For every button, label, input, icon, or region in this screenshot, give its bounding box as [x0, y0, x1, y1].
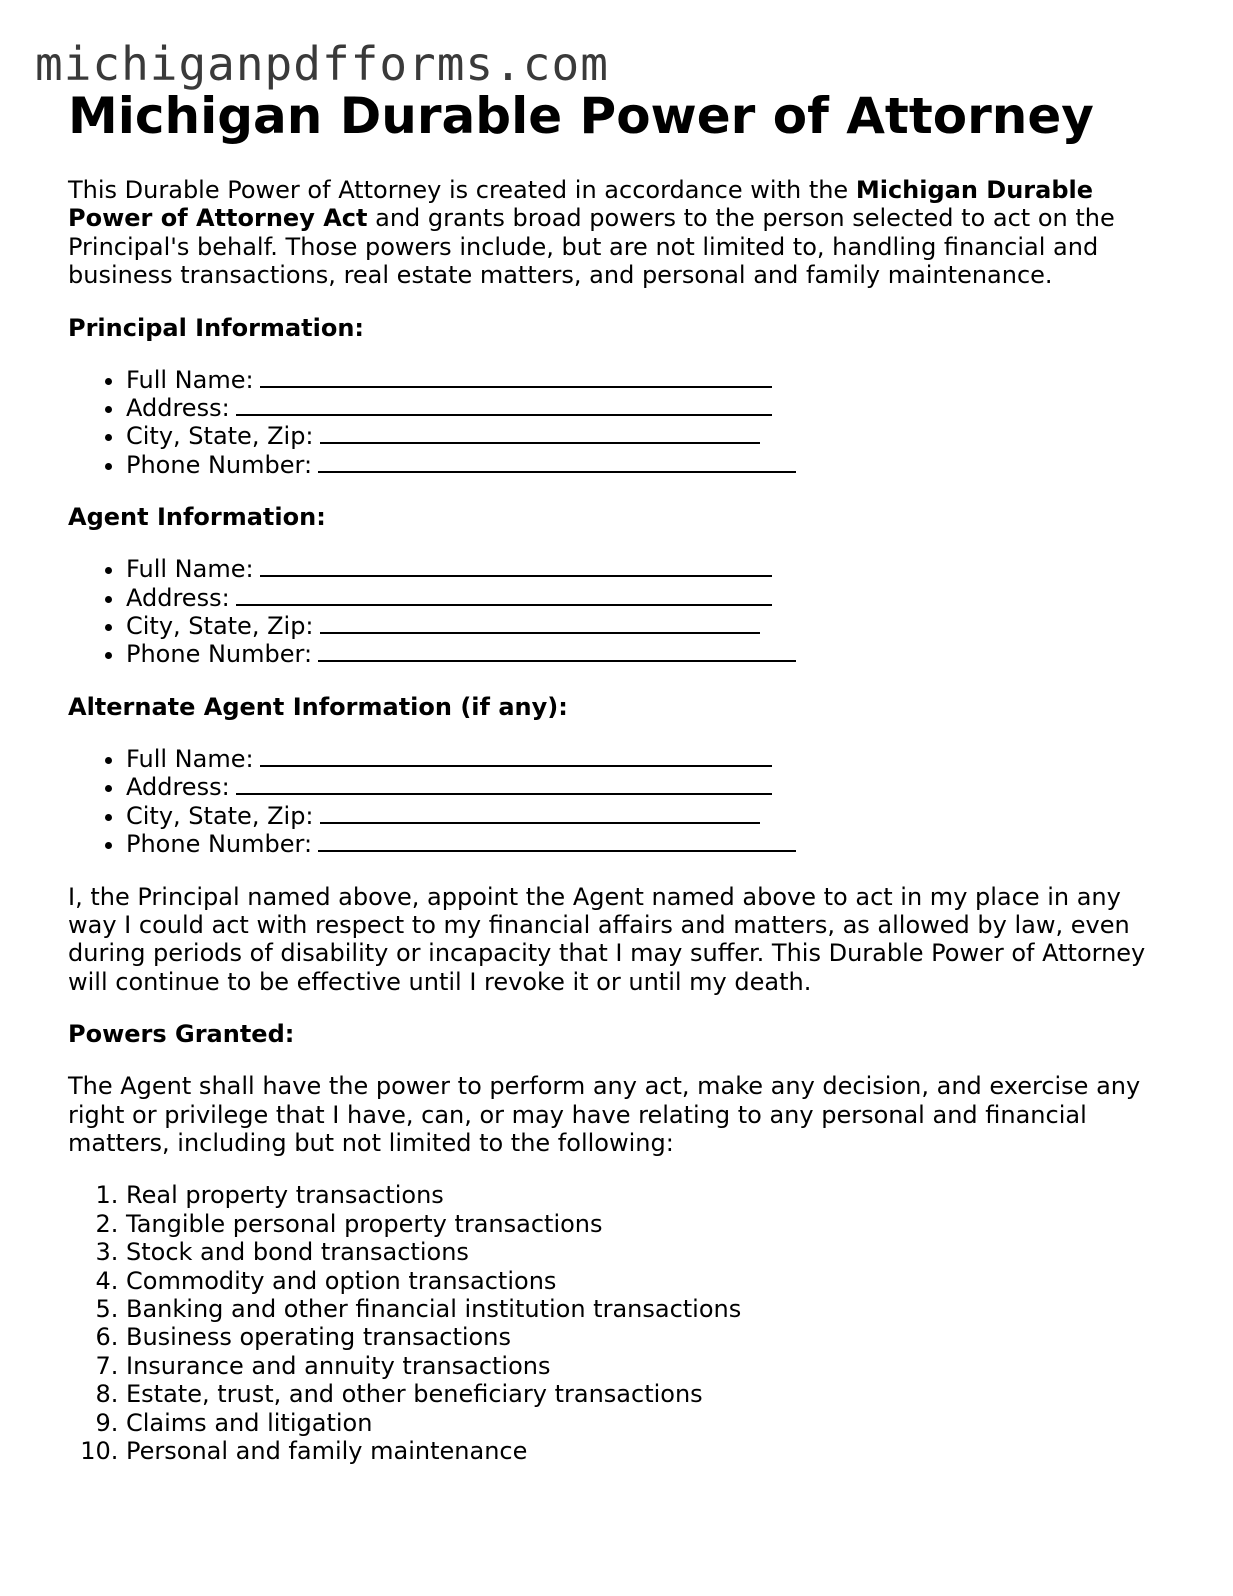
field-label: Full Name:	[126, 744, 254, 773]
alternate-full-name-row	[126, 745, 1168, 773]
list-item: 10. Personal and family maintenance	[126, 1437, 1168, 1465]
principal-phone-blank[interactable]	[318, 451, 796, 473]
agent-city-row	[126, 612, 1168, 640]
intro-paragraph	[68, 176, 1168, 290]
document-body	[68, 84, 1168, 1465]
agent-full-name-blank[interactable]	[260, 555, 772, 577]
field-label: City, State, Zip:	[126, 801, 314, 830]
principal-full-name-row	[126, 366, 1168, 394]
list-item: 1. Real property transactions	[126, 1181, 1168, 1209]
field-label: Address:	[126, 583, 230, 612]
alternate-city-row	[126, 802, 1168, 830]
agent-heading: Agent Information:	[68, 503, 326, 532]
agent-full-name-row	[126, 555, 1168, 583]
field-label: Phone Number:	[126, 450, 313, 479]
list-item: 5. Banking and other financial institution transactions	[126, 1295, 1168, 1323]
list-item: 7. Insurance and annuity transactions	[126, 1352, 1168, 1380]
field-label: Phone Number:	[126, 640, 313, 669]
principal-heading: Principal Information:	[68, 313, 365, 342]
agent-address-blank[interactable]	[236, 584, 772, 606]
field-label: Address:	[126, 773, 230, 802]
principal-address-blank[interactable]	[236, 394, 772, 416]
field-label: Full Name:	[126, 365, 254, 394]
intro-text-end: and grants broad powers to the person selected to act on the Principal's behalf. Those powers include, but are not limited to, handling financial and business transactions, real estate matters, and personal and family maintenance.	[68, 204, 1115, 290]
intro-text-start: This Durable Power of Attorney is created in accordance with the	[68, 176, 856, 204]
alternate-full-name-blank[interactable]	[260, 745, 772, 767]
list-item: 4. Commodity and option transactions	[126, 1267, 1168, 1295]
list-item: 9. Claims and litigation	[126, 1409, 1168, 1437]
alternate-agent-heading: Alternate Agent Information (if any):	[68, 692, 568, 721]
field-label: Full Name:	[126, 555, 254, 584]
principal-city-blank[interactable]	[320, 422, 760, 444]
page-title: Michigan Durable Power of Attorney	[68, 87, 1094, 145]
agent-phone-blank[interactable]	[318, 640, 796, 662]
agent-fields	[68, 555, 1168, 669]
powers-heading: Powers Granted:	[68, 1020, 295, 1049]
agent-city-blank[interactable]	[320, 612, 760, 634]
principal-city-row	[126, 422, 1168, 450]
agent-phone-row	[126, 640, 1168, 668]
alternate-city-blank[interactable]	[320, 802, 760, 824]
site-watermark: michiganpdfforms.com	[35, 37, 609, 91]
intro-act-name: Michigan Durable Power of Attorney Act	[68, 176, 1094, 233]
agent-address-row	[126, 584, 1168, 612]
list-item: 3. Stock and bond transactions	[126, 1238, 1168, 1266]
alternate-address-row	[126, 773, 1168, 801]
powers-list	[68, 1181, 1168, 1465]
alternate-phone-row	[126, 830, 1168, 858]
powers-intro-paragraph: The Agent shall have the power to perform any act, make any decision, and exercise any right or privilege that I have, can, or may have relating to any personal and financial matters, including but not limited to the following:	[68, 1072, 1141, 1157]
principal-address-row	[126, 394, 1168, 422]
field-label: Address:	[126, 394, 230, 423]
alternate-phone-blank[interactable]	[318, 830, 796, 852]
appointment-paragraph: I, the Principal named above, appoint the Agent named above to act in my place in any way I could act with respect to my financial affairs and matters, as allowed by law, even during periods of disability or incapacity that I may suffer. This Durable Power of Attorney will continue to be effective until I revoke it or until my death.	[68, 882, 1146, 996]
field-label: Phone Number:	[126, 830, 313, 859]
alternate-agent-fields	[68, 745, 1168, 859]
principal-fields	[68, 366, 1168, 480]
principal-phone-row	[126, 451, 1168, 479]
list-item: 2. Tangible personal property transactions	[126, 1210, 1168, 1238]
list-item: 8. Estate, trust, and other beneficiary transactions	[126, 1380, 1168, 1408]
field-label: City, State, Zip:	[126, 612, 314, 641]
field-label: City, State, Zip:	[126, 422, 314, 451]
list-item: 6. Business operating transactions	[126, 1323, 1168, 1351]
principal-full-name-blank[interactable]	[260, 366, 772, 388]
alternate-address-blank[interactable]	[236, 773, 772, 795]
